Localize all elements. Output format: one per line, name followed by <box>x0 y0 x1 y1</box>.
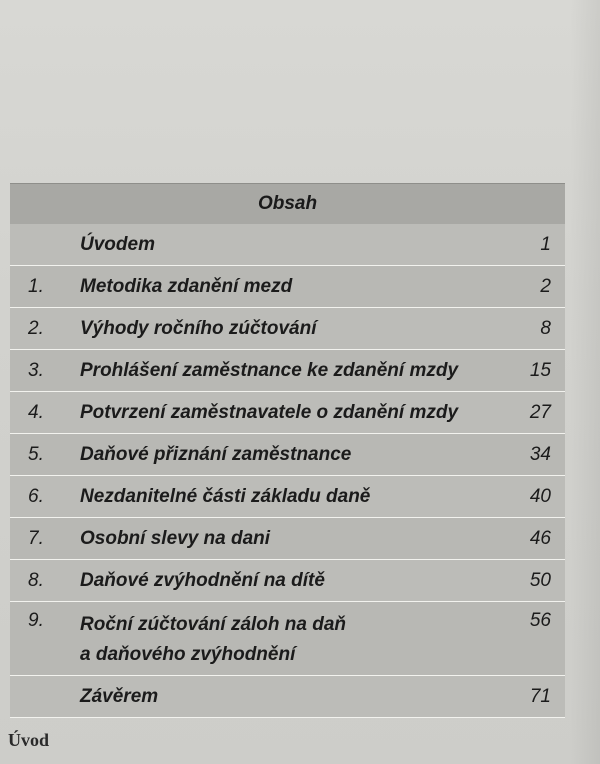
toc-row-title-line: Roční zúčtování záloh na daň <box>80 614 347 635</box>
toc-row <box>10 602 565 676</box>
cut-off-heading: Úvod <box>8 730 50 750</box>
toc-row-page-number: 71 <box>529 685 551 707</box>
toc-row <box>10 476 565 518</box>
toc-row-title <box>80 314 505 344</box>
toc-row-title-line: Daňové zvýhodnění na dítě <box>80 569 325 591</box>
toc-row-title-line: Závěrem <box>80 685 159 707</box>
toc-row-page-number: 1 <box>540 233 551 255</box>
toc-row-number: 2. <box>28 317 44 339</box>
table-of-contents <box>10 183 565 718</box>
toc-row-title <box>80 230 505 260</box>
toc-row-page-number: 40 <box>529 485 551 507</box>
toc-row-number: 8. <box>28 569 44 591</box>
toc-row <box>10 392 565 434</box>
toc-row-title <box>80 566 505 596</box>
toc-row-title <box>80 482 505 512</box>
toc-row-title <box>80 440 505 470</box>
toc-row-title-line: Výhody ročního zúčtování <box>80 317 317 339</box>
toc-row-title-line: Daňové přiznání zaměstnance <box>80 443 352 465</box>
toc-row-page-number: 46 <box>529 527 551 549</box>
toc-row-number: 6. <box>28 485 44 507</box>
toc-row-title <box>80 524 505 554</box>
toc-row <box>10 266 565 308</box>
toc-row-title-line: a daňového zvýhodnění <box>80 644 296 665</box>
toc-row <box>10 676 565 718</box>
toc-header: Obsah <box>10 183 565 224</box>
toc-row-title-line: Potvrzení zaměstnavatele o zdanění mzdy <box>80 401 459 423</box>
toc-row-title-line: Metodika zdanění mezd <box>80 275 293 297</box>
toc-row <box>10 308 565 350</box>
toc-row-title-line: Prohlášení zaměstnance ke zdanění mzdy <box>80 359 459 381</box>
toc-row-page-number: 27 <box>529 401 551 423</box>
toc-row-number: 4. <box>28 401 44 423</box>
toc-row-title <box>80 682 505 712</box>
toc-row-page-number: 15 <box>529 359 551 381</box>
toc-row <box>10 350 565 392</box>
toc-row <box>10 434 565 476</box>
toc-row-title-line: Úvodem <box>80 233 155 255</box>
toc-row-number: 9. <box>28 610 44 631</box>
toc-row-title <box>80 398 505 428</box>
toc-rows <box>10 224 565 718</box>
toc-row-title <box>80 272 505 302</box>
toc-row-number: 1. <box>28 275 44 297</box>
page-edge-shadow <box>570 0 600 764</box>
toc-row-title-line: Nezdanitelné části základu daně <box>80 485 371 507</box>
toc-row <box>10 518 565 560</box>
toc-row-page-number: 2 <box>540 275 551 297</box>
toc-row-title-line: Osobní slevy na dani <box>80 527 271 549</box>
toc-row-number: 5. <box>28 443 44 465</box>
toc-row-title <box>80 610 505 670</box>
toc-row <box>10 560 565 602</box>
toc-row <box>10 224 565 266</box>
toc-row-page-number: 34 <box>529 443 551 465</box>
toc-row-title <box>80 356 505 386</box>
toc-row-page-number: 56 <box>529 610 551 631</box>
toc-row-number: 3. <box>28 359 44 381</box>
toc-row-number: 7. <box>28 527 44 549</box>
toc-row-page-number: 50 <box>529 569 551 591</box>
toc-row-page-number: 8 <box>540 317 551 339</box>
